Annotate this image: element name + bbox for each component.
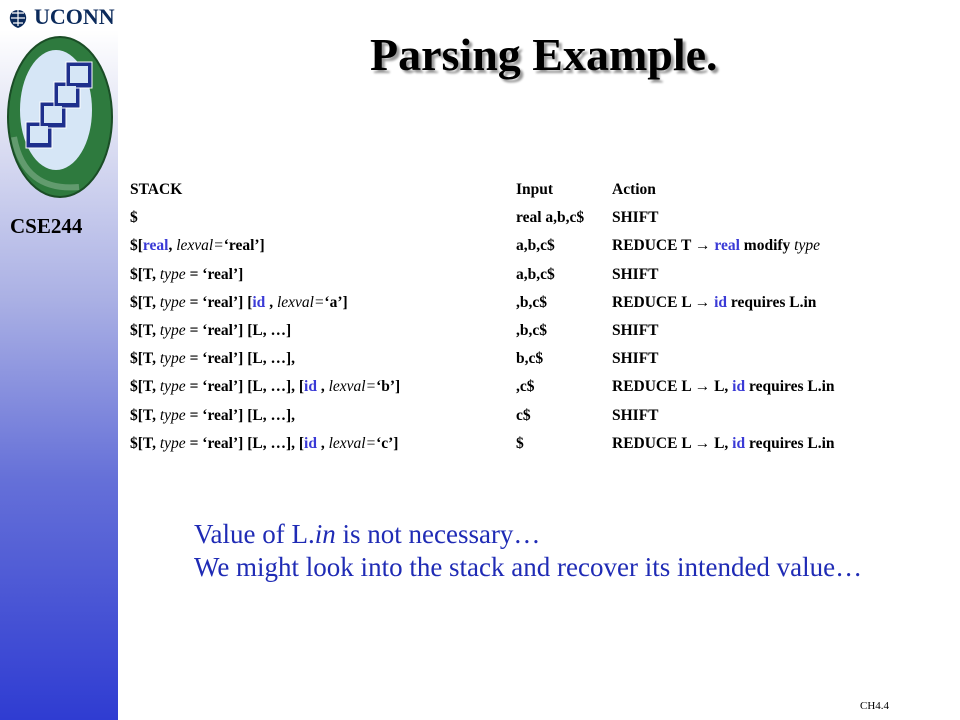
note-line-1: Value of L.in is not necessary… — [194, 519, 541, 549]
action-cell: REDUCE L → L, id requires L.in — [612, 378, 835, 396]
arrow-icon: → — [694, 237, 711, 255]
action-cell: REDUCE L → id requires L.in — [612, 293, 817, 311]
table-header-row — [130, 176, 932, 204]
header-input: Input — [516, 181, 554, 199]
input-cell: ,c$ — [516, 378, 535, 396]
action-cell: SHIFT — [612, 209, 659, 227]
input-cell: c$ — [516, 406, 531, 424]
input-cell: b,c$ — [516, 350, 544, 368]
input-cell: $ — [516, 434, 524, 452]
stack-cell: $ — [130, 209, 138, 227]
table-row — [130, 430, 932, 458]
action-cell: SHIFT — [612, 406, 659, 424]
input-cell: a,b,c$ — [516, 265, 555, 283]
stack-cell: $[T, type = ‘real’] [L, …], — [130, 406, 295, 424]
stack-cell: $[real, lexval=‘real’] — [130, 237, 265, 255]
action-cell: REDUCE T → real modify type — [612, 237, 820, 255]
table-row — [130, 289, 932, 317]
input-cell: ,b,c$ — [516, 293, 547, 311]
header-stack: STACK — [130, 181, 183, 199]
arrow-icon: → — [694, 434, 711, 452]
husky-paw-icon — [6, 4, 30, 30]
table-row — [130, 402, 932, 430]
action-cell: SHIFT — [612, 322, 659, 340]
course-code: CSE244 — [10, 214, 83, 238]
stack-cell: $[T, type = ‘real’] [L, …], [id , lexval=‘b’] — [130, 378, 401, 396]
cse-seal-icon — [4, 32, 116, 202]
action-cell: SHIFT — [612, 265, 659, 283]
parse-table — [130, 176, 932, 458]
uconn-wordmark: UCONN — [34, 4, 115, 29]
stack-cell: $[T, type = ‘real’] [id , lexval=‘a’] — [130, 293, 348, 311]
input-cell: ,b,c$ — [516, 322, 547, 340]
uconn-logo — [6, 4, 115, 30]
table-row — [130, 373, 932, 401]
page-number: CH4.4 — [860, 700, 890, 712]
arrow-icon: → — [694, 293, 711, 311]
stack-cell: $[T, type = ‘real’] [L, …] — [130, 322, 292, 340]
stack-cell: $[T, type = ‘real’] [L, …], [id , lexval=‘c’] — [130, 434, 399, 452]
slide-title: Parsing Example. — [370, 29, 718, 80]
action-cell: SHIFT — [612, 350, 659, 368]
table-row — [130, 204, 932, 232]
stack-cell: $[T, type = ‘real’] [L, …], — [130, 350, 295, 368]
table-row — [130, 261, 932, 289]
input-cell: real a,b,c$ — [516, 209, 585, 227]
input-cell: a,b,c$ — [516, 237, 555, 255]
note-text — [194, 518, 914, 584]
arrow-icon: → — [694, 378, 711, 396]
action-cell: REDUCE L → L, id requires L.in — [612, 434, 835, 452]
note-line-2: We might look into the stack and recover its intended value… — [194, 552, 863, 582]
header-action: Action — [612, 181, 656, 199]
table-row — [130, 317, 932, 345]
table-row — [130, 232, 932, 260]
table-row — [130, 345, 932, 373]
stack-cell: $[T, type = ‘real’] — [130, 265, 244, 283]
